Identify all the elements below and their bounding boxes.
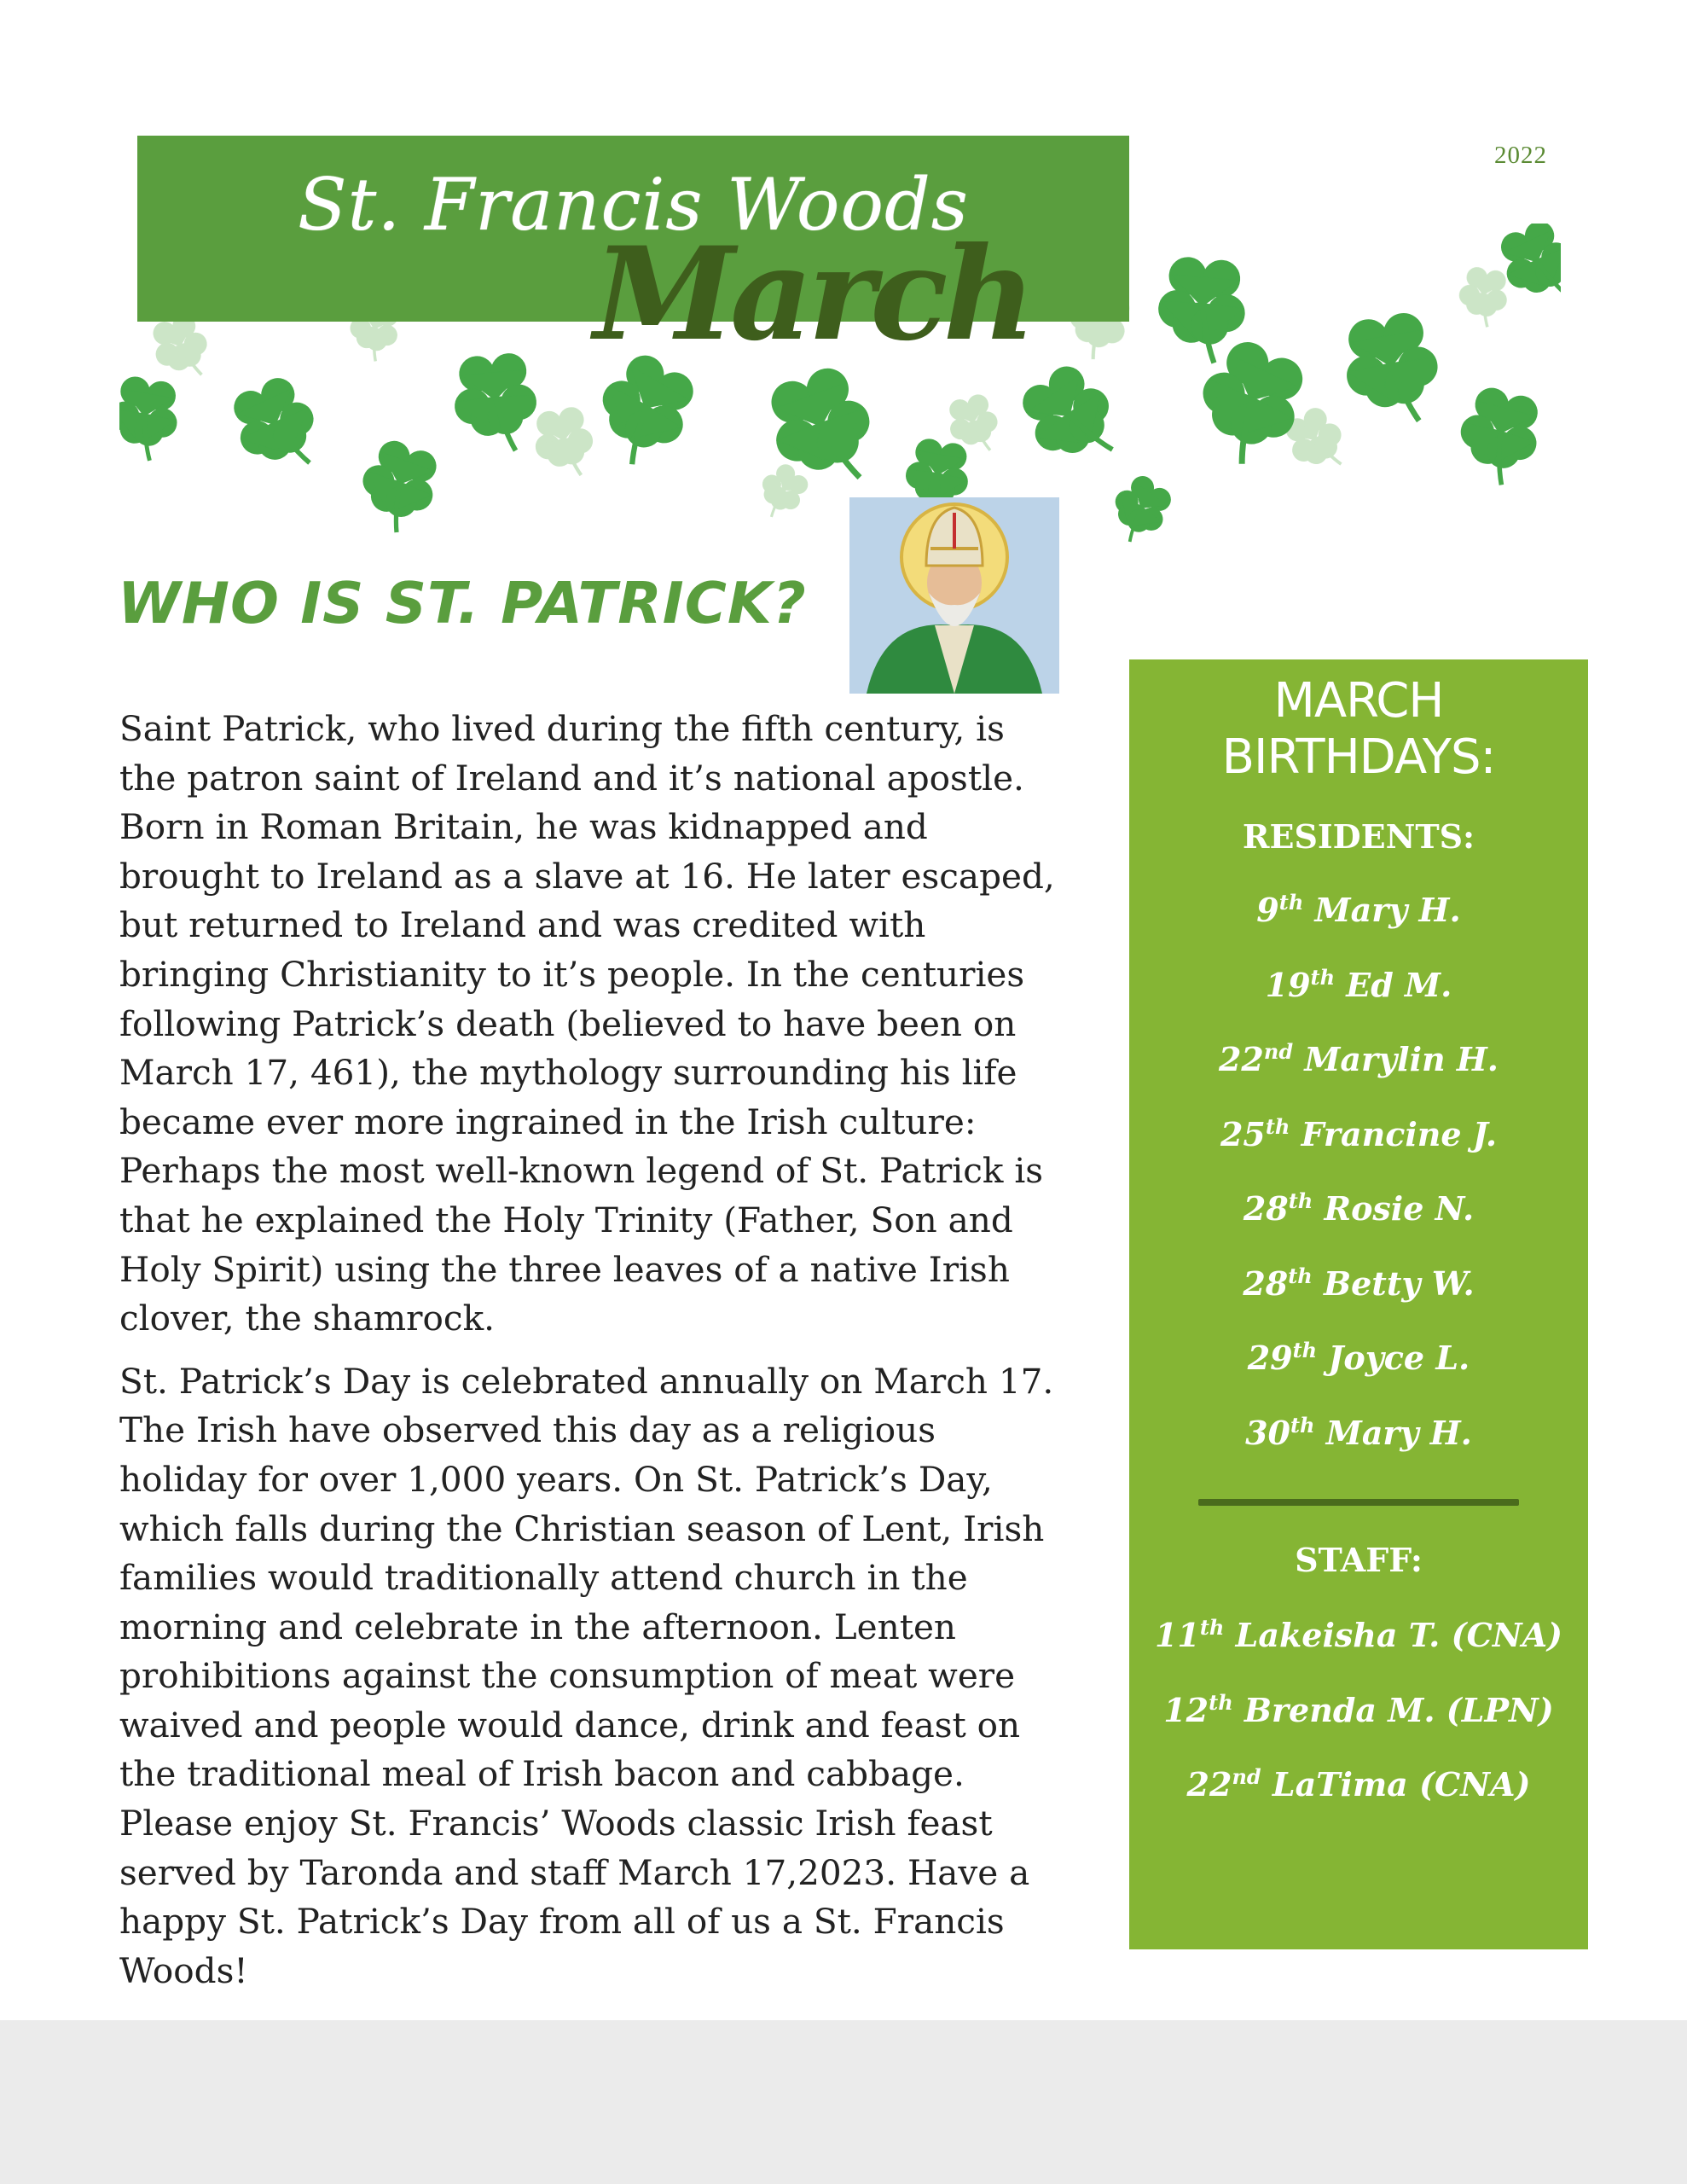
resident-birthday: 30th Mary H.	[1245, 1412, 1472, 1452]
staff-birthday: 12th Brenda M. (LPN)	[1163, 1689, 1554, 1729]
article-paragraph: Saint Patrick, who lived during the fifth century, is the patron saint of Ireland and it’s national apostle. Born in Roman Britain, he was kidnapped and brought to Ireland as a slave at 16. He later escaped, but returned to Ireland and was credited with bringing Christianity to it’s people. In the centuries following Patrick’s death (believed to have been on March 17, 461), the mythology surrounding his life became ever more ingrained in the Irish culture: Perhaps the most well-known legend of St. Patrick is that he explained the Holy Trinity (Father, Son and Holy Spirit) using the three leaves of a native Irish clover, the shamrock.	[119, 708, 1055, 1339]
resident-birthday: 28th Rosie N.	[1243, 1188, 1475, 1228]
staff-birthday: 11th Lakeisha T. (CNA)	[1154, 1615, 1563, 1654]
birthdays-title: MARCH BIRTHDAYS:	[1221, 673, 1496, 785]
article-paragraph: St. Patrick’s Day is celebrated annually on March 17. The Irish have observed this day as a religious holiday for over 1,000 years. On St. Patrick’s Day, which falls during the Christian season of Lent, Irish families would traditionally attend church in the morning and celebrate in the afternoon. Lenten prohibitions against the consumption of meat were waived and people would dance, drink and feast on the traditional meal of Irish bacon and cabbage. Please enjoy St. Francis’ Woods classic Irish feast served by Taronda and staff March 17,2023. Have a happy St. Patrick’s Day from all of us a St. Francis Woods!	[119, 1360, 1054, 1991]
month-title: March	[594, 219, 1031, 369]
residents-heading: RESIDENTS:	[1242, 817, 1475, 856]
resident-birthday: 19th Ed M.	[1265, 964, 1452, 1004]
site-name: St. Francis Woods	[298, 163, 969, 247]
year-label: 2022	[1494, 142, 1547, 169]
saint-patrick-portrait	[849, 497, 1059, 694]
section-divider	[1198, 1499, 1519, 1506]
staff-birthday: 22nd LaTima (CNA)	[1186, 1764, 1531, 1804]
resident-birthday: 28th Betty W.	[1243, 1263, 1475, 1303]
resident-birthday: 22nd Marylin H.	[1218, 1039, 1499, 1078]
resident-birthday: 29th Joyce L.	[1247, 1338, 1470, 1377]
birthdays-sidebar	[1129, 659, 1588, 1949]
article-body	[119, 705, 1070, 2009]
article-headline: WHO IS ST. PATRICK?	[118, 570, 807, 636]
resident-birthday: 25th Francine J.	[1220, 1113, 1498, 1153]
resident-birthday: 9th Mary H.	[1256, 890, 1461, 929]
staff-heading: STAFF:	[1295, 1541, 1423, 1579]
